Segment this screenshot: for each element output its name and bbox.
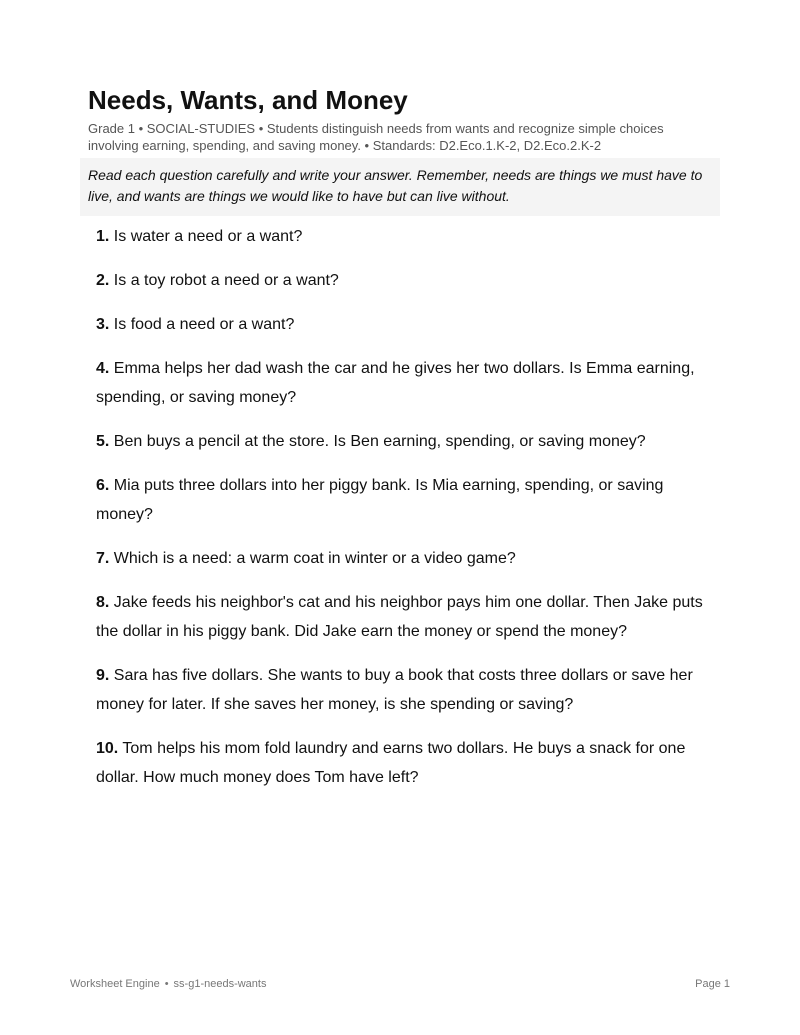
question-item xyxy=(96,427,716,456)
question-item xyxy=(96,734,716,792)
question-item xyxy=(96,588,716,646)
question-item xyxy=(96,544,716,573)
question-text: Which is a need: a warm coat in winter or a video game? xyxy=(113,550,516,567)
question-number: 2. xyxy=(96,272,110,289)
question-item xyxy=(96,354,716,412)
question-number: 7. xyxy=(96,550,110,567)
worksheet-meta: Grade 1 • SOCIAL-STUDIES • Students distinguish needs from wants and recognize simple choices involving earning, spending, and saving money. • Standards: D2.Eco.1.K-2, D2.Eco.2.K-2 xyxy=(88,121,664,153)
question-item xyxy=(96,266,716,295)
question-text: Is a toy robot a need or a want? xyxy=(113,272,339,289)
worksheet-title: Needs, Wants, and Money xyxy=(88,85,408,115)
question-item xyxy=(96,471,716,529)
question-number: 6. xyxy=(96,477,110,494)
question-number: 3. xyxy=(96,316,110,333)
question-item xyxy=(96,310,716,339)
question-number: 4. xyxy=(96,360,110,377)
question-text: Tom helps his mom fold laundry and earns two dollars. He buys a snack for one dollar. How much money does Tom have left? xyxy=(96,740,686,786)
question-text: Mia puts three dollars into her piggy bank. Is Mia earning, spending, or saving money? xyxy=(96,477,664,523)
question-item xyxy=(96,661,716,719)
question-number: 9. xyxy=(96,667,110,684)
footer-source xyxy=(70,978,266,990)
question-item xyxy=(96,222,716,251)
question-text: Jake feeds his neighbor's cat and his neighbor pays him one dollar. Then Jake puts the dollar in his piggy bank. Did Jake earn the money or spend the money? xyxy=(96,594,703,640)
footer-page-number: Page 1 xyxy=(695,978,730,990)
footer-engine: Worksheet Engine xyxy=(70,978,160,990)
question-text: Sara has five dollars. She wants to buy a book that costs three dollars or save her money for later. If she saves her money, is she spending or saving? xyxy=(96,667,693,713)
question-number: 5. xyxy=(96,433,110,450)
question-text: Is food a need or a want? xyxy=(113,316,295,333)
question-text: Ben buys a pencil at the store. Is Ben earning, spending, or saving money? xyxy=(113,433,646,450)
instructions-box: Read each question carefully and write your answer. Remember, needs are things we must have to live, and wants are things we would like to have but can live without. xyxy=(80,158,720,216)
question-number: 10. xyxy=(96,740,119,757)
question-text: Is water a need or a want? xyxy=(113,228,303,245)
footer-separator: • xyxy=(164,978,169,990)
question-number: 1. xyxy=(96,228,110,245)
question-number: 8. xyxy=(96,594,110,611)
question-list xyxy=(96,222,716,807)
question-text: Emma helps her dad wash the car and he gives her two dollars. Is Emma earning, spending, or saving money? xyxy=(96,360,695,406)
footer-worksheet-id: ss-g1-needs-wants xyxy=(173,978,267,990)
